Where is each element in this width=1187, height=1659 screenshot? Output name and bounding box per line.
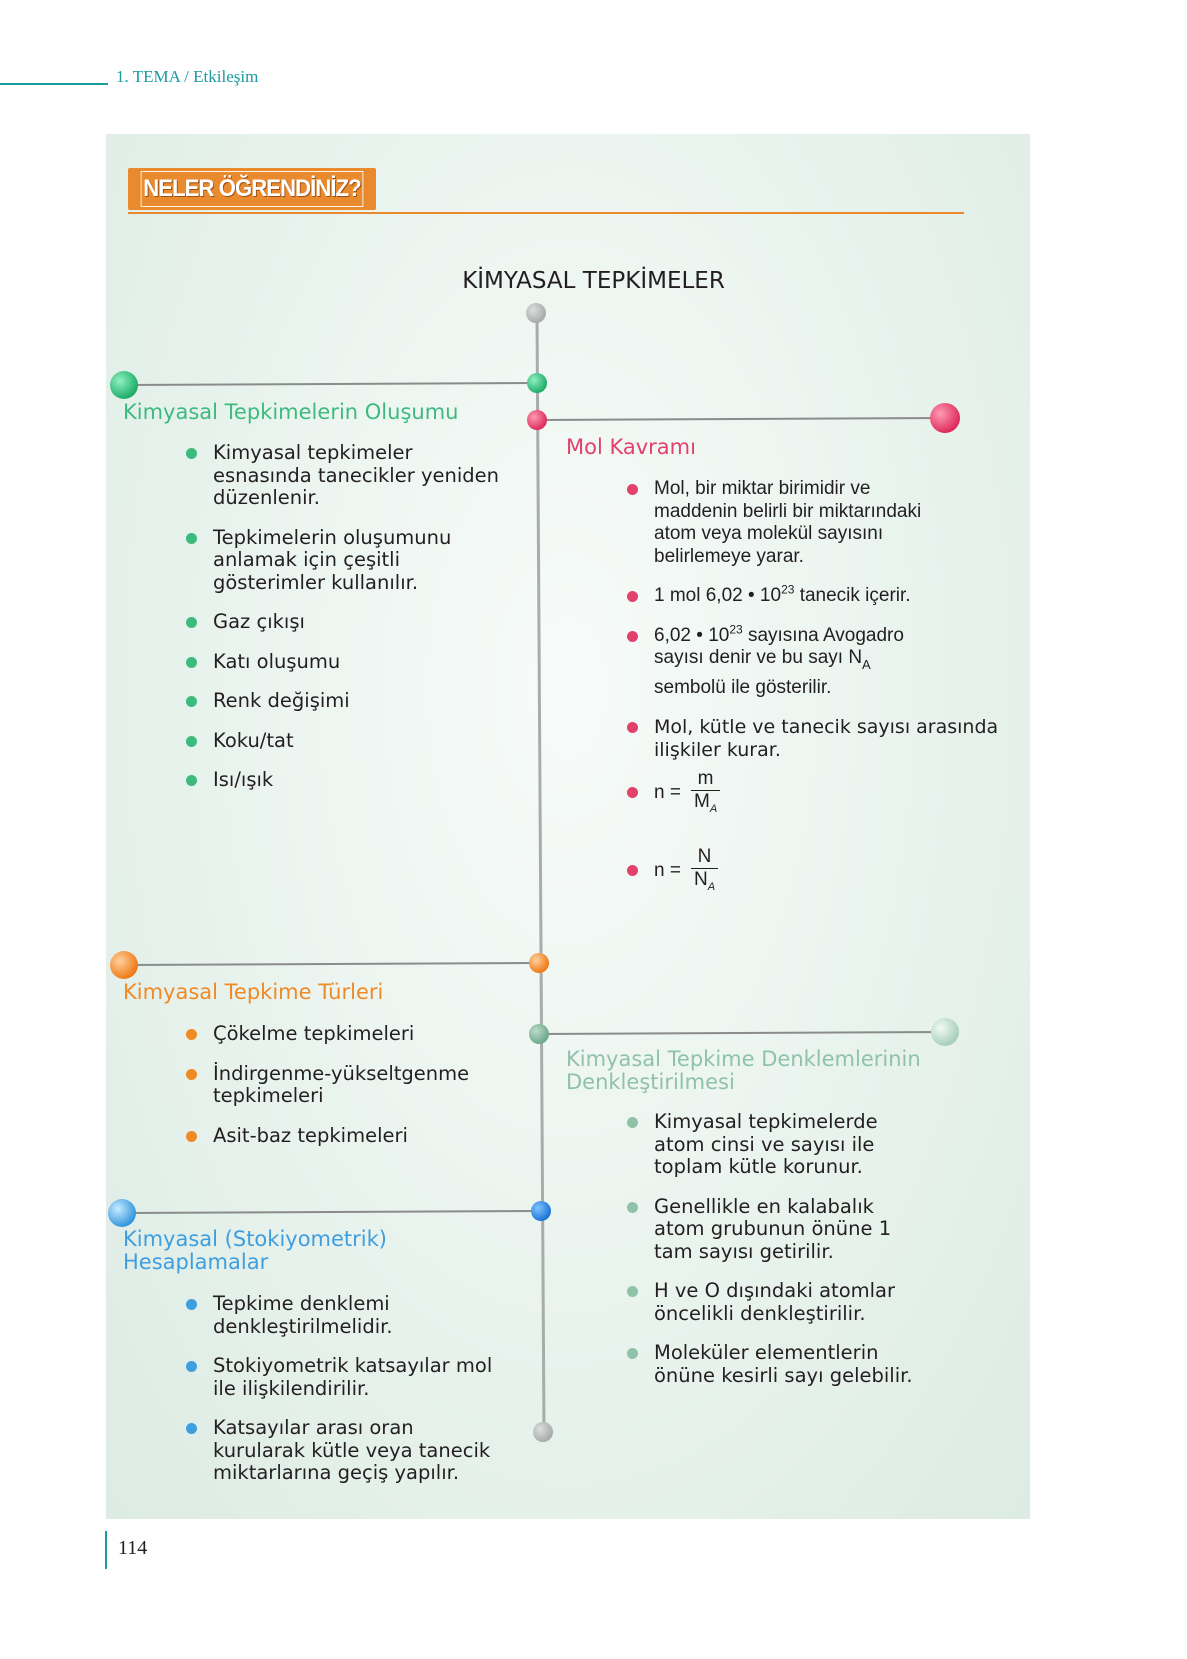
node-stokiyometri-end	[108, 1199, 136, 1227]
list-item: Stokiyometrik katsayılar mol ile ilişkilendirilir.	[186, 1355, 506, 1400]
list-item: Katsayılar arası oran kurularak kütle veya tanecik miktarlarına geçiş yapılır.	[186, 1417, 506, 1485]
list-item: Kimyasal tepkimelerde atom cinsi ve sayısı ile toplam kütle korunur.	[627, 1111, 927, 1179]
bullet-icon	[186, 533, 197, 544]
bullet-icon	[627, 1117, 638, 1128]
node-olusum-trunk	[527, 373, 547, 393]
list-mol	[627, 478, 999, 778]
list-item: 6,02 • $10^{23}$ sayısına Avogadro sayısı denir ve bu sayı $N_A$ sembolü ile gösterilir.	[627, 625, 944, 700]
list-item: Mol, bir miktar birimidir ve maddenin belirli bir miktarındaki atom veya molekül sayısını belirlemeye yarar.	[627, 478, 944, 568]
section-title-stokiyometri: Kimyasal (Stokiyometrik) Hesaplamalar	[123, 1227, 387, 1274]
list-item: H ve O dışındaki atomlar öncelikli denkleştirilir.	[627, 1280, 927, 1325]
node-denklestirme-end	[931, 1018, 959, 1046]
bullet-icon	[627, 787, 638, 798]
bullet-icon	[627, 1202, 638, 1213]
node-mol-trunk	[527, 410, 547, 430]
branch-mol	[538, 418, 945, 420]
node-top	[526, 303, 546, 323]
list-item: Isı/ışık	[186, 769, 516, 792]
bullet-icon	[186, 657, 197, 668]
bullet-icon	[186, 1361, 197, 1372]
branch-olusum	[124, 383, 537, 385]
bullet-icon	[627, 484, 638, 495]
node-denklestirme-trunk	[529, 1024, 549, 1044]
section-title-denklestirme: Kimyasal Tepkime Denklemlerinin Denkleştirilmesi	[566, 1047, 921, 1094]
bullet-icon	[186, 1029, 197, 1040]
bullet-icon	[627, 865, 638, 876]
node-stokiyometri-trunk	[531, 1201, 551, 1221]
list-item: Tepkimelerin oluşumunu anlamak için çeşitli gösterimler kullanılır.	[186, 527, 516, 595]
list-denklestirme	[627, 1111, 927, 1404]
bullet-icon	[186, 617, 197, 628]
badge-label: NELER ÖĞRENDİNİZ?	[141, 171, 364, 207]
list-item: Renk değişimi	[186, 690, 516, 713]
bullet-icon	[627, 1286, 638, 1297]
breadcrumb: 1. TEMA / Etkileşim	[116, 67, 259, 86]
list-item: Gaz çıkışı	[186, 611, 516, 634]
list-item: Çökelme tepkimeleri	[186, 1023, 486, 1046]
bullet-icon	[186, 696, 197, 707]
list-item: Asit-baz tepkimeleri	[186, 1125, 486, 1148]
list-olusum	[186, 442, 516, 809]
list-item: Mol, kütle ve tanecik sayısı arasında ilişkiler kurar.	[627, 716, 999, 761]
fraction: $\frac{N}{N_A}$	[691, 847, 718, 897]
node-mol-end	[930, 403, 960, 433]
bullet-icon	[627, 722, 638, 733]
bullet-icon	[627, 1348, 638, 1359]
list-item: İndirgenme-yükseltgenme tepkimeleri	[186, 1063, 486, 1108]
branch-turler	[124, 963, 539, 965]
page-title: KİMYASAL TEPKİMELER	[462, 268, 725, 294]
section-title-turler: Kimyasal Tepkime Türleri	[123, 980, 384, 1004]
bullet-icon	[186, 736, 197, 747]
bullet-icon	[186, 1299, 197, 1310]
node-turler-end	[110, 951, 138, 979]
node-bottom	[533, 1422, 553, 1442]
branch-denklestirme	[539, 1032, 945, 1034]
section-title-mol: Mol Kavramı	[566, 435, 696, 459]
bullet-icon	[627, 631, 638, 642]
list-item: Koku/tat	[186, 730, 516, 753]
node-turler-trunk	[529, 953, 549, 973]
list-item: Genellikle en kalabalık atom grubunun önüne 1 tam sayısı getirilir.	[627, 1196, 927, 1264]
branch-stokiyometri	[122, 1211, 541, 1213]
list-item: Katı oluşumu	[186, 651, 516, 674]
list-item: 1 mol 6,02 • $10^{23}$ tanecik içerir.	[627, 585, 999, 608]
list-stokiyometri	[186, 1293, 506, 1502]
bullet-icon	[186, 448, 197, 459]
list-item: Moleküler elementlerin önüne kesirli sayı gelebilir.	[627, 1342, 927, 1387]
page-number: 114	[118, 1537, 148, 1559]
page-number-bar	[105, 1531, 107, 1569]
fraction: $\frac{m}{M_A}$	[691, 769, 720, 819]
bullet-icon	[186, 1131, 197, 1142]
section-title-olusum: Kimyasal Tepkimelerin Oluşumu	[123, 400, 459, 424]
trunk-line	[537, 314, 544, 1431]
bullet-icon	[627, 591, 638, 602]
node-olusum-end	[110, 371, 138, 399]
bullet-icon	[186, 775, 197, 786]
list-turler	[186, 1023, 486, 1164]
list-item: Kimyasal tepkimeler esnasında tanecikler yeniden düzenlenir.	[186, 442, 516, 510]
bullet-icon	[186, 1069, 197, 1080]
bullet-icon	[186, 1423, 197, 1434]
list-item: Tepkime denklemi denkleştirilmelidir.	[186, 1293, 506, 1338]
